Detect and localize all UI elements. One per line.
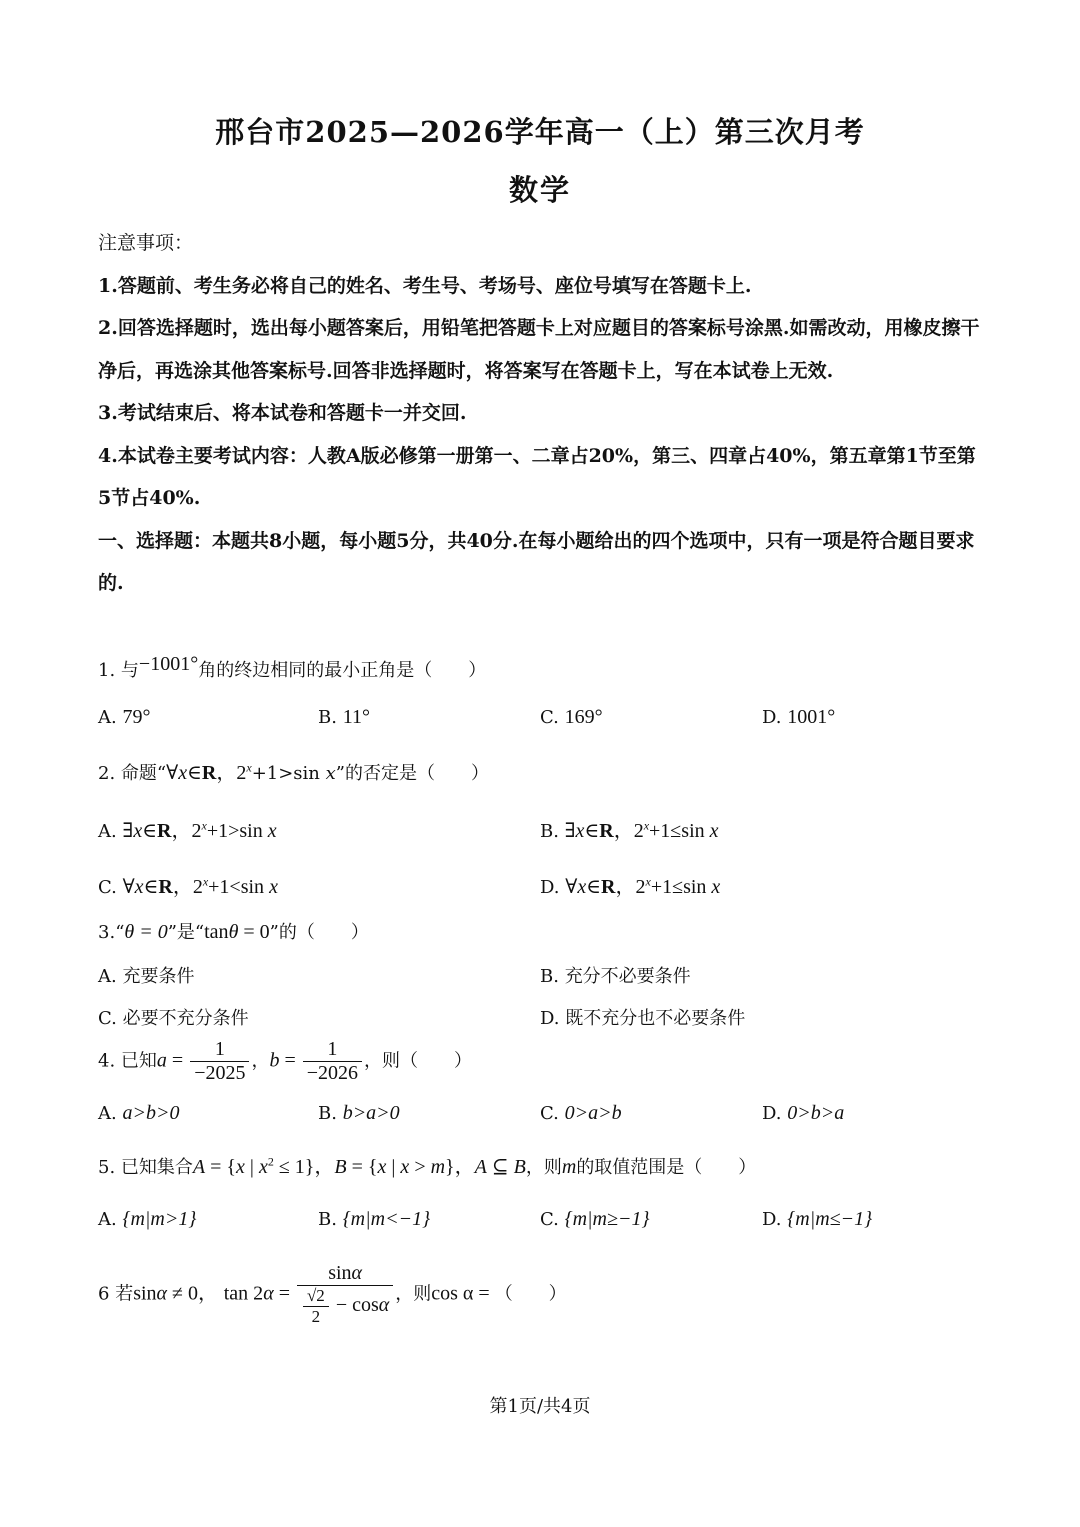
q1-option-c: C. 169° bbox=[540, 706, 603, 728]
note-item-3: 3.考试结束后、将本试卷和答题卡一并交回. bbox=[98, 402, 467, 424]
question-4: 4. 已知a = $\frac{1}{-2025}$ ，b = $\frac{1}{-2026}$ ，则（ ） bbox=[98, 1038, 473, 1084]
page-footer: 第1页/共4页 bbox=[489, 1396, 591, 1417]
question-2: 2. 命题“∀x∈R，$2^x+1>\sin$ x”的否定是（ ） bbox=[98, 760, 489, 784]
q2-option-c: C. ∀x∈R，$2^x+1<\sin$ x bbox=[98, 874, 278, 898]
question-3: 3.“θ = 0”是“tanθ = 0”的（ ） bbox=[98, 921, 369, 943]
q5-option-b: B. {m|m<−1} bbox=[318, 1208, 431, 1230]
notes-heading: 注意事项： bbox=[98, 232, 194, 254]
exam-title: 邢台市2025—2026学年高一（上）第三次月考 bbox=[215, 115, 865, 149]
q1-option-b: B. 11° bbox=[318, 706, 370, 728]
q3-option-a: A. 充要条件 bbox=[98, 966, 195, 987]
question-number: 1. bbox=[98, 660, 116, 681]
q1-option-d: D. 1001° bbox=[762, 706, 836, 728]
q1-option-a: A. 79° bbox=[98, 706, 151, 728]
section-heading: 一、选择题：本题共8小题，每小题5分，共40分.在每小题给出的四个选项中，只有一项是符合题目要求的. bbox=[98, 529, 975, 594]
q2-option-a: A. ∃x∈R，$2^x+1>\sin$ x bbox=[98, 818, 277, 842]
q5-option-c: C. {m|m≥−1} bbox=[540, 1208, 650, 1230]
q5-option-d: D. {m|m≤−1} bbox=[762, 1208, 873, 1230]
note-item-2: 2.回答选择题时，选出每小题答案后，用铅笔把答题卡上对应题目的答案标号涂黑.如需改动，用橡皮擦干净后，再选涂其他答案标号.回答非选择题时，将答案写在答题卡上，写在本试卷上无效. bbox=[98, 317, 980, 382]
q4-option-c: C. 0>a>b bbox=[540, 1102, 622, 1124]
instructions bbox=[98, 222, 988, 605]
note-item-4: 4.本试卷主要考试内容：人教A版必修第一册第一、二章占20%，第三、四章占40%，第五章第1节至第5节占40%. bbox=[98, 444, 976, 509]
q3-option-b: B. 充分不必要条件 bbox=[540, 966, 691, 987]
q2-option-d: D. ∀x∈R，$2^x+1\le\sin$ x bbox=[540, 874, 721, 898]
subject-title: 数学 bbox=[508, 173, 571, 207]
note-item-1: 1.答题前、考生务必将自己的姓名、考生号、考场号、座位号填写在答题卡上. bbox=[98, 274, 752, 297]
q3-option-d: D. 既不充分也不必要条件 bbox=[540, 1008, 746, 1029]
q4-option-b: B. b>a>0 bbox=[318, 1102, 400, 1124]
q5-option-a: A. {m|m>1} bbox=[98, 1208, 197, 1230]
question-5: 5. 已知集合A = {x | $x^2 \le 1$}，B = {x | x > m}，A ⊆ B，则m的取值范围是（ ） bbox=[98, 1154, 757, 1178]
q2-option-b: B. ∃x∈R，$2^x+1\le\sin$ x bbox=[540, 818, 719, 842]
question-1: 1. 与−1001°角的终边相同的最小正角是（ ） bbox=[98, 653, 487, 681]
q4-option-d: D. 0>b>a bbox=[762, 1102, 845, 1124]
q4-option-a: A. a>b>0 bbox=[98, 1102, 180, 1124]
q3-option-c: C. 必要不充分条件 bbox=[98, 1008, 249, 1029]
question-6: 6 若sinα ≠ 0， tan 2α = sinα $\frac{√2}{2}$ − cosα ，则cos α = （ ） bbox=[98, 1262, 567, 1326]
